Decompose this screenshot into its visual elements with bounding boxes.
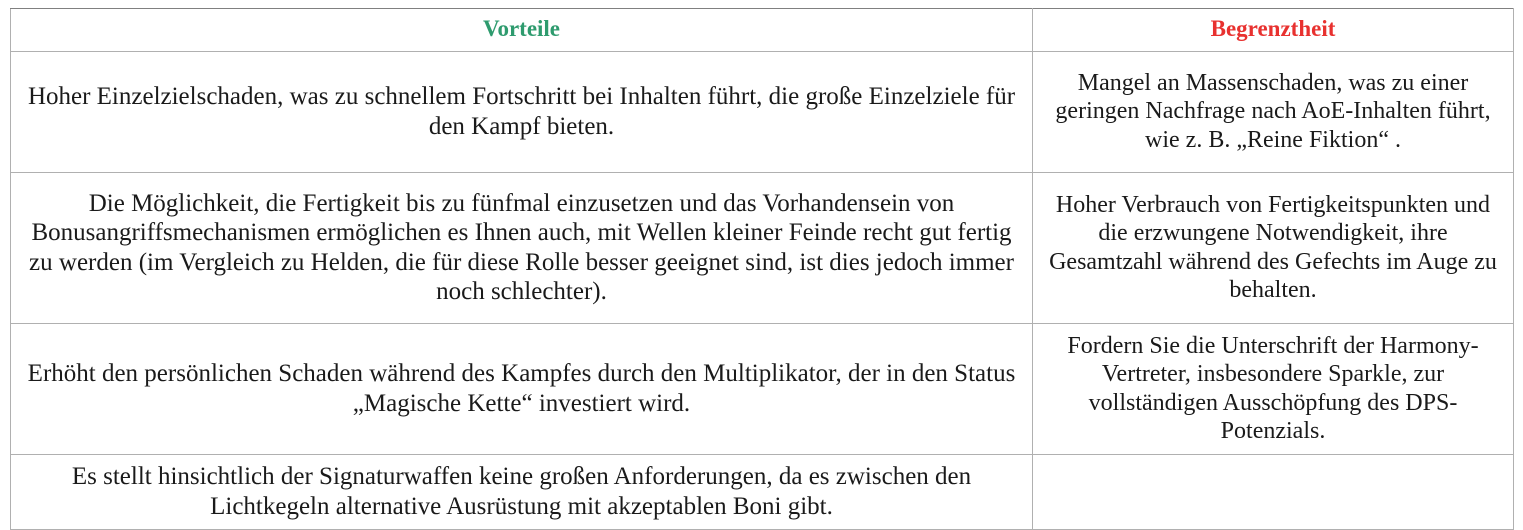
pros-cell: Die Möglichkeit, die Fertigkeit bis zu fünfmal einzusetzen und das Vorhandensein von Bonusangriffsmechanismen ermöglichen es Ihnen auch, mit Wellen kleiner Feinde recht gut fertig zu werden (im Vergleich zu Helden, die für diese Rolle besser geeignet sind, ist dies jedoch immer noch schlechter). [11, 172, 1033, 323]
table-row [11, 51, 1514, 172]
cons-cell [1033, 454, 1514, 529]
pros-cell: Hoher Einzelzielschaden, was zu schnellem Fortschritt bei Inhalten führt, die große Einzelziele für den Kampf bieten. [11, 51, 1033, 172]
table-body [11, 51, 1514, 529]
column-header-cons: Begrenztheit [1033, 9, 1514, 52]
table-header [11, 9, 1514, 52]
cons-cell: Mangel an Massenschaden, was zu einer geringen Nachfrage nach AoE-Inhalten führt, wie z. B. „Reine Fiktion“ . [1033, 51, 1514, 172]
column-header-pros: Vorteile [11, 9, 1033, 52]
table-row [11, 172, 1514, 323]
pros-cons-table [10, 8, 1514, 530]
table-header-row [11, 9, 1514, 52]
pros-cell: Es stellt hinsichtlich der Signaturwaffen keine großen Anforderungen, da es zwischen den Lichtkegeln alternative Ausrüstung mit akzeptablen Boni gibt. [11, 454, 1033, 529]
table-row [11, 323, 1514, 454]
pros-cell: Erhöht den persönlichen Schaden während des Kampfes durch den Multiplikator, der in den Status „Magische Kette“ investiert wird. [11, 323, 1033, 454]
cons-cell: Hoher Verbrauch von Fertigkeitspunkten und die erzwungene Notwendigkeit, ihre Gesamtzahl während des Gefechts im Auge zu behalten. [1033, 172, 1514, 323]
table-row [11, 454, 1514, 529]
cons-cell: Fordern Sie die Unterschrift der Harmony-Vertreter, insbesondere Sparkle, zur vollständigen Ausschöpfung des DPS-Potenzials. [1033, 323, 1514, 454]
